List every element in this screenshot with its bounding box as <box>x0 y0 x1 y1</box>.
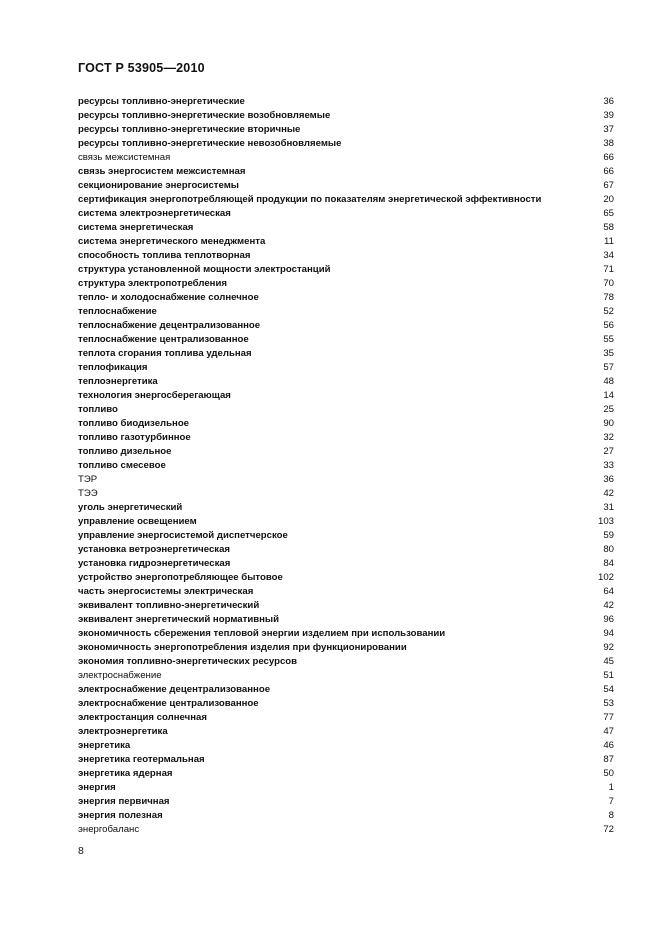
index-entry <box>78 753 614 767</box>
index-entry <box>78 347 614 361</box>
index-term: система электроэнергетическая <box>78 208 231 219</box>
index-entry <box>78 473 614 487</box>
index-entry <box>78 389 614 403</box>
index-entry <box>78 571 614 585</box>
index-term: связь энергосистем межсистемная <box>78 166 246 177</box>
index-page-ref: 56 <box>603 320 614 331</box>
index-page-ref: 31 <box>603 502 614 513</box>
index-term: топливо <box>78 404 118 415</box>
index-entry <box>78 543 614 557</box>
index-term: сертификация энергопотребляющей продукции по показателям энергетической эффективности <box>78 194 542 205</box>
index-entry <box>78 669 614 683</box>
index-entry <box>78 235 614 249</box>
index-term: электроснабжение децентрализованное <box>78 684 271 695</box>
index-page-ref: 27 <box>603 446 614 457</box>
index-entry <box>78 431 614 445</box>
page-number: 8 <box>78 845 84 857</box>
index-entry <box>78 711 614 725</box>
index-term: энергетика геотермальная <box>78 754 205 765</box>
index-page-ref: 53 <box>603 698 614 709</box>
index-entry <box>78 95 614 109</box>
index-page-ref: 54 <box>603 684 614 695</box>
index-term: экономичность энергопотребления изделия при функционировании <box>78 642 407 653</box>
index-entry <box>78 403 614 417</box>
index-entry <box>78 417 614 431</box>
index-entry <box>78 809 614 823</box>
index-page-ref: 20 <box>603 194 614 205</box>
index-page-ref: 72 <box>603 824 614 835</box>
index-page-ref: 25 <box>603 404 614 415</box>
index-entry <box>78 585 614 599</box>
index-page-ref: 90 <box>603 418 614 429</box>
index-term: эквивалент энергетический нормативный <box>78 614 280 625</box>
index-page-ref: 1 <box>608 782 614 793</box>
index-page-ref: 67 <box>603 180 614 191</box>
index-page-ref: 103 <box>597 516 614 527</box>
index-entry <box>78 823 614 837</box>
index-term: электроэнергетика <box>78 726 168 737</box>
index-page-ref: 36 <box>603 474 614 485</box>
index-entry <box>78 277 614 291</box>
index-page-ref: 80 <box>603 544 614 555</box>
index-page-ref: 42 <box>603 600 614 611</box>
index-entry <box>78 515 614 529</box>
index-term: связь межсистемная <box>78 152 171 163</box>
index-term: топливо смесевое <box>78 460 166 471</box>
index-page-ref: 94 <box>603 628 614 639</box>
index-term: энергия полезная <box>78 810 163 821</box>
index-term: электростанция солнечная <box>78 712 207 723</box>
index-term: ТЭЭ <box>78 488 98 499</box>
index-entry <box>78 179 614 193</box>
index-entry <box>78 193 614 207</box>
index-entry <box>78 767 614 781</box>
index-term: тепло- и холодоснабжение солнечное <box>78 292 259 303</box>
index-page-ref: 51 <box>603 670 614 681</box>
index-term: электроснабжение <box>78 670 162 681</box>
index-page-ref: 11 <box>604 236 614 247</box>
index-page-ref: 32 <box>603 432 614 443</box>
index-term: установка гидроэнергетическая <box>78 558 231 569</box>
index-page-ref: 35 <box>603 348 614 359</box>
index-entry <box>78 109 614 123</box>
index-entry <box>78 683 614 697</box>
index-entry <box>78 361 614 375</box>
index-term: устройство энергопотребляющее бытовое <box>78 572 283 583</box>
index-term: управление освещением <box>78 516 197 527</box>
index-entry <box>78 599 614 613</box>
index-entry <box>78 697 614 711</box>
index-entry <box>78 221 614 235</box>
index-page-ref: 57 <box>603 362 614 373</box>
index-term: теплота сгорания топлива удельная <box>78 348 252 359</box>
index-page-ref: 38 <box>603 138 614 149</box>
index-page-ref: 7 <box>608 796 614 807</box>
index-entry <box>78 263 614 277</box>
index-term: секционирование энергосистемы <box>78 180 239 191</box>
index-page-ref: 78 <box>603 292 614 303</box>
index-page-ref: 42 <box>603 488 614 499</box>
index-page-ref: 59 <box>603 530 614 541</box>
index-page-ref: 71 <box>603 264 614 275</box>
index-page-ref: 45 <box>603 656 614 667</box>
index-term: теплоснабжение децентрализованное <box>78 320 261 331</box>
index-entry <box>78 249 614 263</box>
index-entry <box>78 305 614 319</box>
index-page-ref: 70 <box>603 278 614 289</box>
alphabetical-index <box>78 95 614 837</box>
index-term: уголь энергетический <box>78 502 183 513</box>
index-term: экономия топливно-энергетических ресурсов <box>78 656 298 667</box>
index-term: энергетика <box>78 740 131 751</box>
index-entry <box>78 655 614 669</box>
index-term: топливо дизельное <box>78 446 172 457</box>
index-entry <box>78 319 614 333</box>
index-entry <box>78 375 614 389</box>
index-term: ресурсы топливно-энергетические невозобновляемые <box>78 138 342 149</box>
index-page-ref: 33 <box>603 460 614 471</box>
index-entry <box>78 781 614 795</box>
index-entry <box>78 557 614 571</box>
index-page-ref: 14 <box>603 390 614 401</box>
index-page-ref: 77 <box>603 712 614 723</box>
index-entry <box>78 291 614 305</box>
index-term: ресурсы топливно-энергетические вторичные <box>78 124 301 135</box>
index-term: теплоснабжение <box>78 306 157 317</box>
index-entry <box>78 641 614 655</box>
index-page-ref: 84 <box>603 558 614 569</box>
index-page-ref: 52 <box>603 306 614 317</box>
index-entry <box>78 459 614 473</box>
index-term: ресурсы топливно-энергетические <box>78 96 245 107</box>
index-page-ref: 48 <box>603 376 614 387</box>
index-entry <box>78 613 614 627</box>
index-entry <box>78 165 614 179</box>
index-term: теплоэнергетика <box>78 376 158 387</box>
index-page-ref: 87 <box>603 754 614 765</box>
index-page-ref: 34 <box>603 250 614 261</box>
index-term: ресурсы топливно-энергетические возобновляемые <box>78 110 331 121</box>
index-page-ref: 50 <box>603 768 614 779</box>
index-term: энергия <box>78 782 116 793</box>
index-term: топливо биодизельное <box>78 418 190 429</box>
index-page-ref: 55 <box>603 334 614 345</box>
index-term: система энергетическая <box>78 222 194 233</box>
index-page-ref: 36 <box>603 96 614 107</box>
index-term: ТЭР <box>78 474 98 485</box>
index-entry <box>78 529 614 543</box>
index-page-ref: 64 <box>603 586 614 597</box>
index-term: энергобаланс <box>78 824 140 835</box>
index-term: топливо газотурбинное <box>78 432 191 443</box>
index-page-ref: 65 <box>603 208 614 219</box>
index-page-ref: 66 <box>603 152 614 163</box>
index-term: управление энергосистемой диспетчерское <box>78 530 288 541</box>
index-term: электроснабжение централизованное <box>78 698 259 709</box>
index-entry <box>78 123 614 137</box>
index-term: эквивалент топливно-энергетический <box>78 600 260 611</box>
index-page-ref: 37 <box>603 124 614 135</box>
index-page-ref: 8 <box>608 810 614 821</box>
index-term: теплоснабжение централизованное <box>78 334 249 345</box>
index-term: установка ветроэнергетическая <box>78 544 231 555</box>
index-page-ref: 47 <box>603 726 614 737</box>
index-entry <box>78 627 614 641</box>
index-term: способность топлива теплотворная <box>78 250 251 261</box>
index-page-ref: 46 <box>603 740 614 751</box>
index-entry <box>78 739 614 753</box>
index-term: структура электропотребления <box>78 278 227 289</box>
index-page-ref: 96 <box>603 614 614 625</box>
index-term: технология энергосберегающая <box>78 390 231 401</box>
index-page-ref: 66 <box>603 166 614 177</box>
index-term: экономичность сбережения тепловой энергии изделием при использовании <box>78 628 446 639</box>
index-page-ref: 92 <box>603 642 614 653</box>
index-page-ref: 102 <box>597 572 614 583</box>
index-term: система энергетического менеджмента <box>78 236 266 247</box>
index-entry <box>78 207 614 221</box>
index-term: энергетика ядерная <box>78 768 173 779</box>
index-term: теплофикация <box>78 362 148 373</box>
index-entry <box>78 795 614 809</box>
index-entry <box>78 487 614 501</box>
index-page-ref: 39 <box>603 110 614 121</box>
index-entry <box>78 151 614 165</box>
index-term: энергия первичная <box>78 796 170 807</box>
index-page-ref: 58 <box>603 222 614 233</box>
index-term: часть энергосистемы электрическая <box>78 586 254 597</box>
index-entry <box>78 333 614 347</box>
index-entry <box>78 501 614 515</box>
index-entry <box>78 445 614 459</box>
index-entry <box>78 137 614 151</box>
index-term: структура установленной мощности электростанций <box>78 264 331 275</box>
document-header: ГОСТ Р 53905—2010 <box>78 61 205 75</box>
index-entry <box>78 725 614 739</box>
